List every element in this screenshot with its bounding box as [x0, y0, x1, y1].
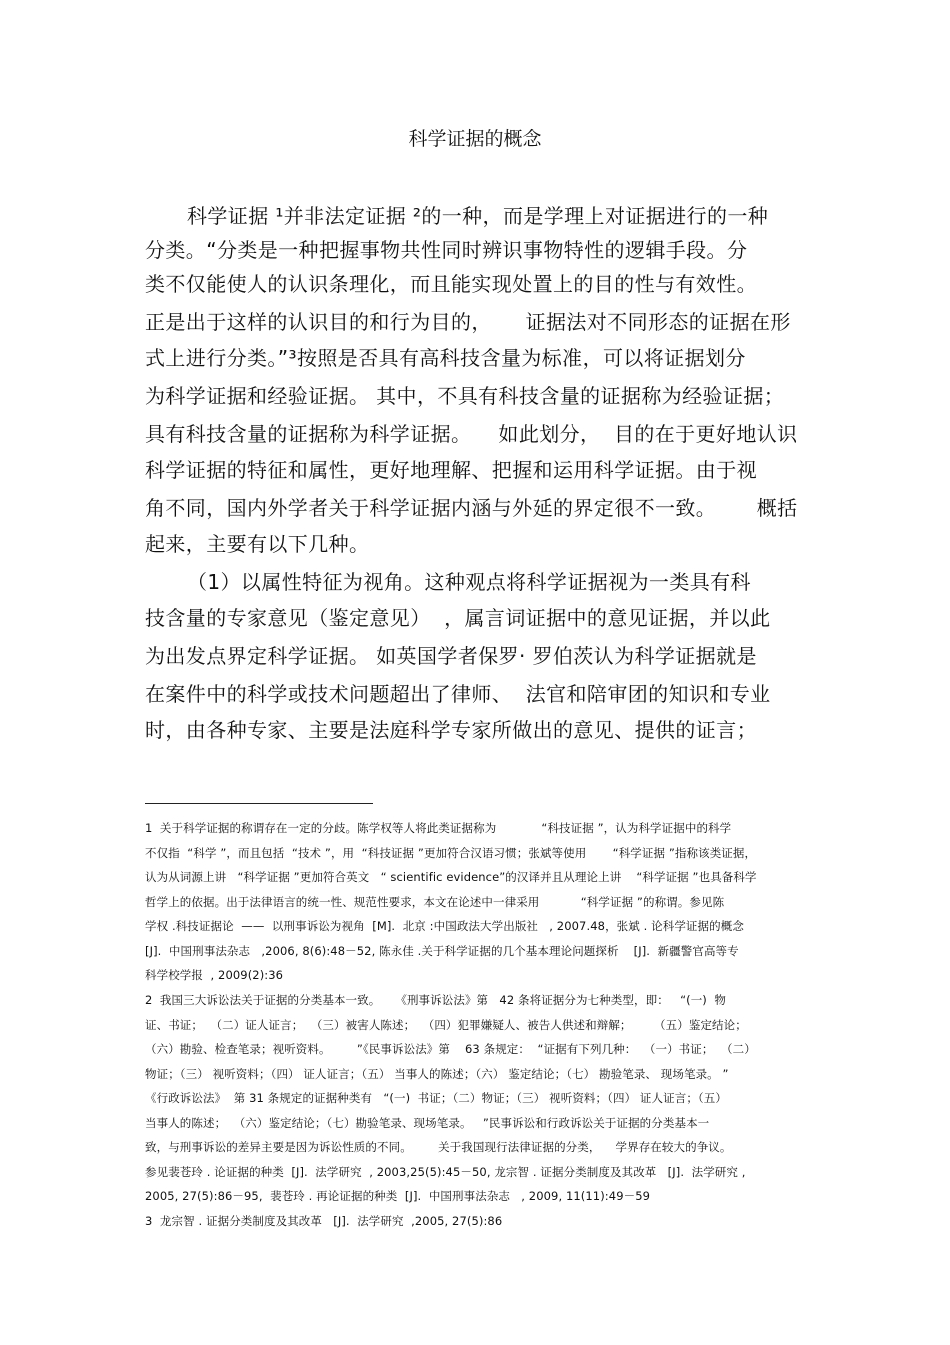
- body-line: （1）以属性特征为视角。这种观点将科学证据视为一类具有科: [187, 570, 751, 594]
- footnote-line: 认为从词源上讲 “科学证据 ”更加符合英文 “ scientific evidence”的汉译并且从理论上讲 “科学证据 ”也具备科学: [145, 870, 757, 884]
- footnote-line: 当事人的陈述； （六）鉴定结论；（七）勘验笔录、现场笔录。 ”民事诉讼和行政诉讼关于证据的分类基本一: [145, 1116, 710, 1130]
- footnote-line: 3 龙宗智 . 证据分类制度及其改革 [J]. 法学研究 ,2005, 27(5):86: [145, 1214, 503, 1228]
- footnote-line: 科学校学报 , 2009(2):36: [145, 968, 284, 982]
- body-line: 式上进行分类。”³按照是否具有高科技含量为标准，可以将证据划分: [145, 346, 746, 370]
- footnote-line: 《行政诉讼法》 第 31 条规定的证据种类有 “(一) 书证；（二）物证；（三） 视听资料；（四） 证人证言；（五）: [145, 1091, 727, 1105]
- body-line: 起来，主要有以下几种。: [145, 532, 370, 556]
- body-line: 类不仅能使人的认识条理化，而且能实现处置上的目的性与有效性。: [145, 272, 757, 296]
- footnote-line: 物证；（三） 视听资料；（四） 证人证言；（五） 当事人的陈述；（六） 鉴定结论；（七） 勘验笔录、 现场笔录。 ”: [145, 1067, 729, 1081]
- footnote-line: 不仅指 “科学 ”，而且包括 “技术 ”，用 “科技证据 ”更加符合汉语习惯；张斌等使用 “科学证据 ”指称该类证据，: [145, 846, 757, 860]
- body-line: 为出发点界定科学证据。 如英国学者保罗· 罗伯茨认为科学证据就是: [145, 644, 757, 668]
- footnote-line: [J]. 中国刑事法杂志 ,2006, 8(6):48－52, 陈永佳 .关于科学证据的几个基本理论问题探析 [J]. 新疆警官高等专: [145, 944, 739, 958]
- body-line: 为科学证据和经验证据。 其中，不具有科技含量的证据称为经验证据；: [145, 384, 785, 408]
- body-line: 科学证据的特征和属性，更好地理解、把握和运用科学证据。由于视: [145, 458, 757, 482]
- body-line: 时，由各种专家、主要是法庭科学专家所做出的意见、提供的证言；: [145, 718, 757, 742]
- page-title: 科学证据的概念: [408, 128, 542, 150]
- footnote-line: 1 关于科学证据的称谓存在一定的分歧。陈学权等人将此类证据称为 “科技证据 ”，认为科学证据中的科学: [145, 821, 732, 835]
- body-line: 分类。“分类是一种把握事物共性同时辨识事物特性的逻辑手段。分: [145, 238, 748, 262]
- footnote-line: 证、书证； （二）证人证言； （三）被害人陈述； （四）犯罪嫌疑人、被告人供述和辩解； （五）鉴定结论；: [145, 1018, 747, 1032]
- body-line: 正是出于这样的认识目的和行为目的， 证据法对不同形态的证据在形: [145, 310, 791, 334]
- footnote-line: 学权 .科技证据论 —— 以刑事诉讼为视角 [M]. 北京 :中国政法大学出版社 , 2007.48，张斌 . 论科学证据的概念: [145, 919, 744, 933]
- body-line: 技含量的专家意见（鉴定意见） ，属言词证据中的意见证据，并以此: [145, 606, 771, 630]
- footnote-line: 2005, 27(5):86－95, 裴苍玲 . 再论证据的种类 [J]. 中国刑事法杂志 , 2009, 11(11):49－59: [145, 1189, 651, 1203]
- body-line: 科学证据 ¹并非法定证据 ²的一种，而是学理上对证据进行的一种: [187, 204, 769, 228]
- body-line: 角不同，国内外学者关于科学证据内涵与外延的界定很不一致。 概括: [145, 496, 798, 520]
- footnote-line: 参见裴苍玲 . 论证据的种类 [J]. 法学研究 , 2003,25(5):45－50, 龙宗智 . 证据分类制度及其改革 [J]. 法学研究 ,: [145, 1165, 746, 1179]
- footnote-divider: [145, 803, 373, 804]
- footnote-line: （六）勘验、检查笔录；视听资料。 ”《民事诉讼法》第 63 条规定： “证据有下列几种： （一）书证； （二）: [145, 1042, 756, 1056]
- footnote-line: 哲学上的依据。出于法律语言的统一性、规范性要求，本文在论述中一律采用 “科学证据 ”的称谓。参见陈: [145, 895, 725, 909]
- footnote-line: 2 我国三大诉讼法关于证据的分类基本一致。 《刑事诉讼法》第 42 条将证据分为七种类型，即： “(一) 物: [145, 993, 727, 1007]
- footnote-line: 致，与刑事诉讼的差异主要是因为诉讼性质的不同。 关于我国现行法律证据的分类， 学界存在较大的争议。: [145, 1140, 732, 1154]
- body-line: 在案件中的科学或技术问题超出了律师、 法官和陪审团的知识和专业: [145, 682, 771, 706]
- body-line: 具有科技含量的证据称为科学证据。 如此划分， 目的在于更好地认识: [145, 422, 798, 446]
